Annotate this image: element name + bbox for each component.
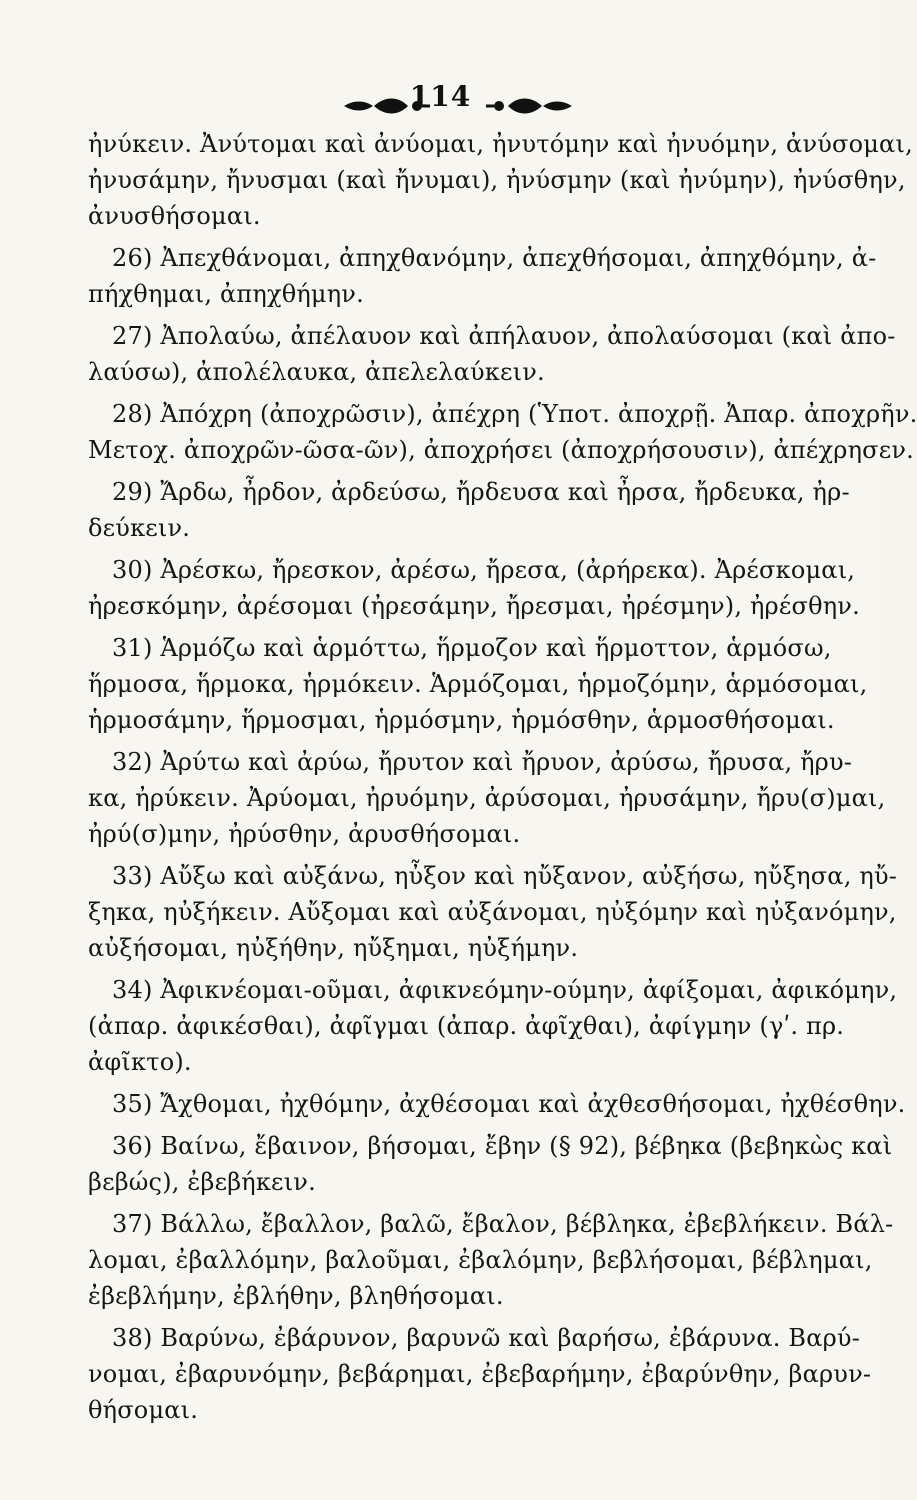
entry-31-line-3: ἡρμοσάμην, ἥρμοσμαι, ἡρμόσμην, ἡρμόσθην, ἁρμοσθήσομαι.	[88, 706, 835, 734]
text-line: ἀνυσθήσομαι.	[88, 202, 261, 230]
entry-35-line-1: 35) Ἄχθομαι, ἠχθόμην, ἀχθέσομαι καὶ ἀχθεσθήσομαι, ἠχθέσθην.	[112, 1090, 906, 1118]
entry-37-line-2: λομαι, ἐβαλλόμην, βαλοῦμαι, ἐβαλόμην, βεβλήσομαι, βέβλημαι,	[88, 1246, 873, 1274]
entry-38-line-1: 38) Βαρύνω, ἐβάρυνον, βαρυνῶ καὶ βαρήσω, ἐβάρυνα. Βαρύ-	[112, 1324, 861, 1352]
entry-26-line-1: 26) Ἀπεχθάνομαι, ἀπηχθανόμην, ἀπεχθήσομαι, ἀπηχθόμην, ἀ-	[112, 244, 877, 272]
entry-26-line-2: πήχθημαι, ἀπηχθήμην.	[88, 280, 364, 308]
page-number: 114	[409, 80, 472, 113]
entry-34-line-1: 34) Ἀφικνέομαι-οῦμαι, ἀφικνεόμην-ούμην, ἀφίξομαι, ἀφικόμην,	[112, 976, 898, 1004]
entry-31-line-1: 31) Ἁρμόζω καὶ ἁρμόττω, ἥρμοζον καὶ ἥρμοττον, ἁρμόσω,	[112, 634, 832, 662]
entry-30-line-1: 30) Ἀρέσκω, ἤρεσκον, ἀρέσω, ἤρεσα, (ἀρήρεκα). Ἀρέσκομαι,	[112, 556, 856, 584]
greek-verb-list	[88, 126, 917, 1428]
entry-36-line-2: βεβώς), ἐβεβήκειν.	[88, 1168, 316, 1196]
entry-27-line-2: λαύσω), ἀπολέλαυκα, ἀπελελαύκειν.	[88, 358, 545, 386]
entry-28-line-1: 28) Ἀπόχρη (ἀποχρῶσιν), ἀπέχρη (Ὑποτ. ἀποχρῇ. Ἀπαρ. ἀποχρῆν.	[112, 400, 917, 428]
entry-28-line-2: Μετοχ. ἀποχρῶν-ῶσα-ῶν), ἀποχρήσει (ἀποχρήσουσιν), ἀπέχρησεν.	[88, 436, 914, 464]
entry-29-line-1: 29) Ἄρδω, ἦρδον, ἀρδεύσω, ἤρδευσα καὶ ἦρσα, ἤρδευκα, ἠρ-	[112, 478, 850, 506]
entry-38-line-2: νομαι, ἐβαρυνόμην, βεβάρημαι, ἐβεβαρήμην, ἐβαρύνθην, βαρυν-	[88, 1360, 872, 1388]
text-line: ἠνύκειν. Ἀνύτομαι καὶ ἀνύομαι, ἠνυτόμην καὶ ἠνυόμην, ἀνύσομαι,	[88, 130, 913, 158]
entry-33-line-3: αὐξήσομαι, ηὐξήθην, ηὔξημαι, ηὐξήμην.	[88, 934, 579, 962]
text-line: ἠνυσάμην, ἤνυσμαι (καὶ ἤνυμαι), ἠνύσμην (καὶ ἠνύμην), ἠνύσθην,	[88, 166, 906, 194]
entry-27-line-1: 27) Ἀπολαύω, ἀπέλαυον καὶ ἀπήλαυον, ἀπολαύσομαι (καὶ ἀπο-	[112, 322, 896, 350]
entry-32-line-2: κα, ἠρύκειν. Ἀρύομαι, ἠρυόμην, ἀρύσομαι, ἠρυσάμην, ἤρυ(σ)μαι,	[88, 784, 886, 812]
entry-38-line-3: θήσομαι.	[88, 1396, 199, 1424]
entry-31-line-2: ἥρμοσα, ἥρμοκα, ἡρμόκειν. Ἁρμόζομαι, ἡρμοζόμην, ἁρμόσομαι,	[88, 670, 868, 698]
entry-36-line-1: 36) Βαίνω, ἔβαινον, βήσομαι, ἔβην (§ 92), βέβηκα (βεβηκὼς καὶ	[112, 1132, 893, 1160]
entry-34-line-2: (ἀπαρ. ἀφικέσθαι), ἀφῖγμαι (ἀπαρ. ἀφῖχθαι), ἀφίγμην (γʹ. πρ.	[88, 1012, 845, 1040]
entry-32-line-3: ἠρύ(σ)μην, ἠρύσθην, ἀρυσθήσομαι.	[88, 820, 521, 848]
entry-37-line-3: ἐβεβλήμην, ἐβλήθην, βληθήσομαι.	[88, 1282, 504, 1310]
entry-30-line-2: ἠρεσκόμην, ἀρέσομαι (ἠρεσάμην, ἤρεσμαι, ἠρέσμην), ἠρέσθην.	[88, 592, 860, 620]
entry-29-line-2: δεύκειν.	[88, 514, 191, 542]
entry-34-line-3: ἀφῖκτο).	[88, 1048, 192, 1076]
right-ornament	[484, 92, 576, 120]
entry-37-line-1: 37) Βάλλω, ἔβαλλον, βαλῶ, ἔβαλον, βέβληκα, ἐβεβλήκειν. Βάλ-	[112, 1210, 894, 1238]
entry-33-line-1: 33) Αὔξω καὶ αὐξάνω, ηὖξον καὶ ηὔξανον, αὐξήσω, ηὔξησα, ηὔ-	[112, 862, 898, 890]
entry-32-line-1: 32) Ἀρύτω καὶ ἀρύω, ἤρυτον καὶ ἤρυον, ἀρύσω, ἤρυσα, ἤρυ-	[112, 748, 853, 776]
entry-33-line-2: ξηκα, ηὐξήκειν. Αὔξομαι καὶ αὐξάνομαι, ηὐξόμην καὶ ηὐξανόμην,	[88, 898, 897, 926]
